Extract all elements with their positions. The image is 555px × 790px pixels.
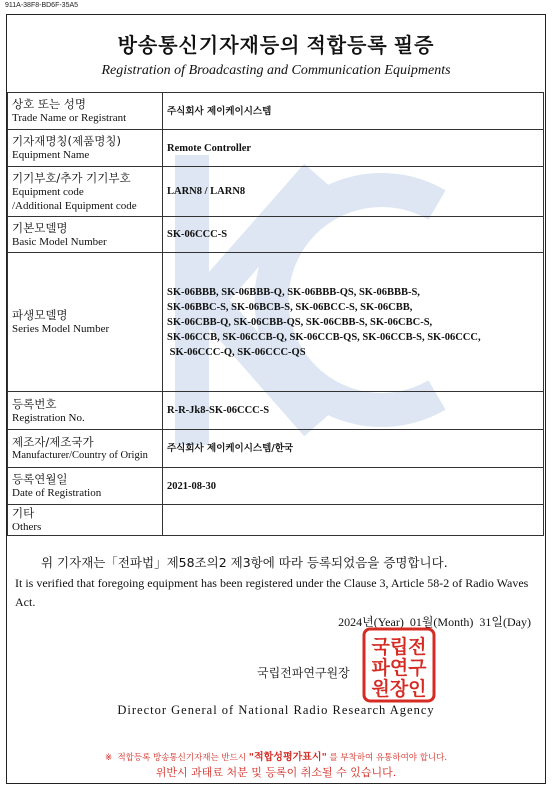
row-equipment-code (8, 167, 544, 217)
label-ko: 기기부호/추가 기기부호 (12, 170, 131, 185)
label-en: Manufacturer/Country of Origin (12, 449, 148, 461)
value-equipment-name: Remote Controller (163, 130, 544, 167)
value-registration-date: 2021-08-30 (163, 468, 544, 505)
value-series-model (163, 253, 544, 392)
series-model-line: SK-06CCB, SK-06CCB-Q, SK-06CCB-QS, SK-06CCB-S, SK-06CCC, (167, 331, 481, 343)
certification-statement-en: It is verified that foregoing equipment has been registered under the Clause 3, Article 58-2 of Radio Waves Act. (15, 576, 529, 609)
label-en: Others (12, 521, 42, 533)
label-equipment-code (8, 167, 163, 217)
label-en: Date of Registration (12, 487, 102, 499)
label-en: Equipment code (12, 185, 84, 198)
day-ko: 일 (491, 615, 504, 629)
label-ko: 기본모델명 (12, 220, 68, 235)
row-equipment-name (8, 130, 544, 167)
label-ko: 제조자/제조국가 (12, 434, 94, 449)
label-basic-model (8, 217, 163, 253)
label-ko: 기자재명칭(제품명칭) (12, 134, 121, 148)
series-model-line: SK-06CCC-Q, SK-06CCC-QS (167, 346, 306, 358)
row-series-model (8, 253, 544, 392)
seal-text: 파연구 (371, 657, 427, 679)
seal-text: 원장인 (371, 678, 427, 700)
issue-month: 01 (409, 615, 422, 629)
certification-statement-ko: 위 기자재는「전파법」제58조의2 제3항에 따라 등록되었음을 증명합니다. (41, 555, 448, 570)
document-id: 911A-38F8-BD6F-35A5 (5, 2, 79, 9)
label-series-model (8, 253, 163, 392)
registration-table (7, 92, 544, 536)
value-equipment-code: LARN8 / LARN8 (163, 167, 544, 217)
notice-emphasis: "적합성평가표시" (248, 752, 327, 763)
seal-text: 국립전 (371, 636, 427, 658)
label-trade-name (8, 93, 163, 130)
notice-line-1 (7, 748, 545, 763)
label-en: Trade Name or Registrant (12, 112, 127, 124)
value-others (163, 505, 544, 536)
issue-day: 31 (479, 615, 492, 629)
day-en: (Day) (503, 615, 531, 629)
official-seal (362, 627, 436, 703)
label-registration-date (8, 468, 163, 505)
issuer-english: Director General of National Radio Research Agency (117, 703, 435, 717)
notice-line-2: 위반시 과태료 처분 및 등록이 취소될 수 있습니다. (155, 766, 397, 779)
row-trade-name (8, 93, 544, 130)
label-ko: 등록연월일 (12, 472, 68, 486)
label-en: Series Model Number (12, 323, 110, 335)
row-registration-no (8, 392, 544, 430)
label-registration-no (8, 392, 163, 430)
row-manufacturer (8, 430, 544, 468)
issue-year: 2024 (338, 615, 363, 629)
label-ko: 등록번호 (12, 396, 57, 411)
row-basic-model (8, 217, 544, 253)
row-others (8, 505, 544, 536)
label-ko: 기타 (12, 506, 35, 520)
issuer-korean: 국립전파연구원장 (257, 666, 350, 680)
notice-suffix: 를 부착하여 유통하여야 합니다. (326, 753, 448, 763)
label-en: /Additional Equipment code (12, 199, 137, 212)
row-registration-date (8, 468, 544, 505)
label-equipment-name (8, 130, 163, 167)
month-ko: 월 (421, 615, 434, 629)
label-en: Equipment Name (12, 149, 90, 161)
label-ko: 파생모델명 (12, 308, 68, 322)
label-en: Registration No. (12, 411, 85, 424)
label-en: Basic Model Number (12, 235, 107, 248)
certificate-frame (6, 14, 546, 784)
label-others (8, 505, 163, 536)
value-basic-model: SK-06CCC-S (163, 217, 544, 253)
title-korean: 방송통신기자재등의 적합등록 필증 (117, 35, 435, 57)
year-en: (Year) (373, 615, 404, 629)
value-registration-no: R-R-Jk8-SK-06CCC-S (163, 392, 544, 430)
series-model-line: SK-06BBC-S, SK-06BCB-S, SK-06BCC-S, SK-06CBB, (167, 301, 413, 313)
year-ko: 년 (362, 615, 374, 629)
label-manufacturer (8, 430, 163, 468)
notice-prefix: ※ 적합등록 방송통신기자재는 반드시 (104, 753, 249, 763)
value-trade-name: 주식회사 제이케이시스템 (163, 93, 544, 130)
value-manufacturer: 주식회사 제이케이시스템/한국 (163, 430, 544, 468)
title-english: Registration of Broadcasting and Communication Equipments (101, 63, 451, 78)
label-ko: 상호 또는 성명 (12, 97, 86, 111)
month-en: (Month) (433, 615, 474, 629)
series-model-line: SK-06CBB-Q, SK-06CBB-QS, SK-06CBB-S, SK-06CBC-S, (167, 316, 433, 328)
series-model-line: SK-06BBB, SK-06BBB-Q, SK-06BBB-QS, SK-06BBB-S, (167, 286, 420, 298)
